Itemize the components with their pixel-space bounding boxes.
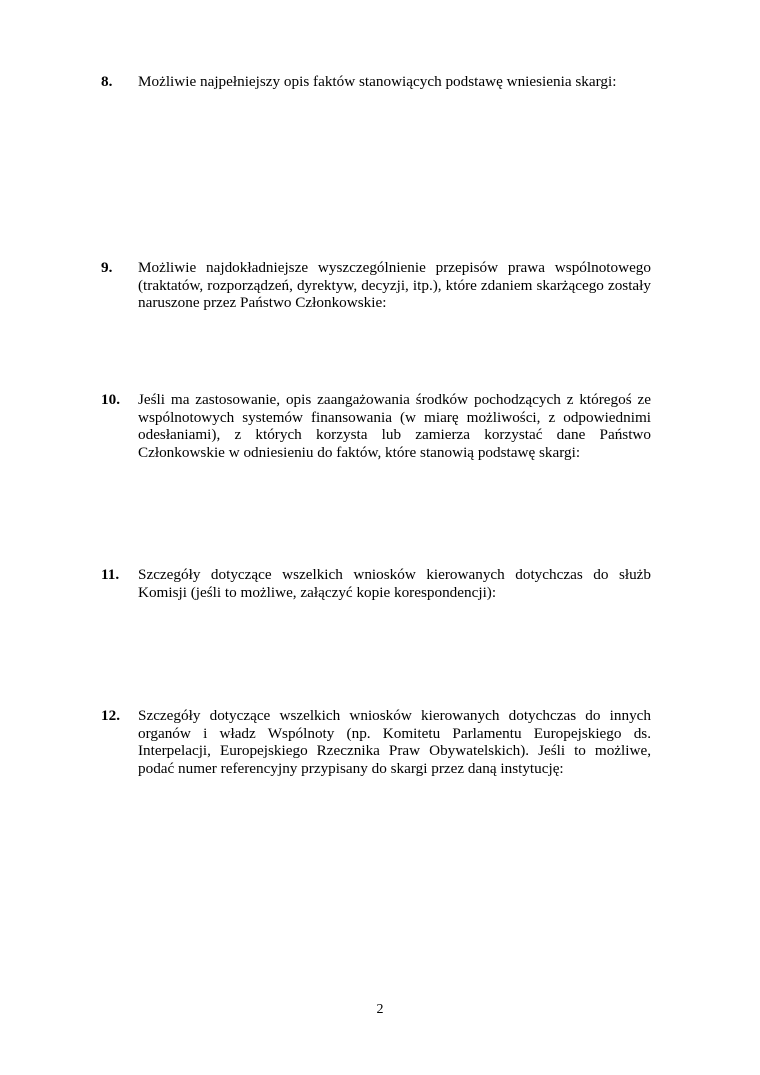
form-item-9 (101, 259, 651, 312)
form-item-11 (101, 566, 651, 601)
page-number: 2 (376, 1002, 384, 1017)
form-item-8 (101, 73, 651, 91)
form-item-10 (101, 391, 651, 461)
form-item-12 (101, 707, 651, 777)
item-number: 11. (101, 566, 120, 583)
item-text: Możliwie najpełniejszy opis faktów stanowiących podstawę wniesienia skargi: (138, 73, 617, 90)
item-text: Jeśli ma zastosowanie, opis zaangażowania środków pochodzących z któregoś ze wspólnotowych systemów finansowania (w miarę możliwości, z odpowiednimi odesłaniami), z których korzysta lub zamierza korzystać dane Państwo Członkowskie w odniesieniu do faktów, które stanowią podstawę skargi: (138, 391, 651, 461)
item-text: Możliwie najdokładniejsze wyszczególnienie przepisów prawa wspólnotowego (traktatów, rozporządzeń, dyrektyw, decyzji, itp.), które zdaniem skarżącego zostały naruszone przez Państwo Członkowskie: (138, 259, 651, 312)
item-number: 8. (101, 73, 113, 90)
item-number: 10. (101, 391, 120, 408)
item-number: 12. (101, 707, 120, 724)
item-text: Szczegóły dotyczące wszelkich wniosków kierowanych dotychczas do innych organów i władz Wspólnoty (np. Komitetu Parlamentu Europejskiego ds. Interpelacji, Europejskiego Rzecznika Praw Obywatelskich). Jeśli to możliwe, podać numer referencyjny przypisany do skargi przez daną instytucję: (138, 707, 651, 777)
item-text: Szczegóły dotyczące wszelkich wniosków kierowanych dotychczas do służb Komisji (jeśli to możliwe, załączyć kopie korespondencji): (138, 566, 651, 601)
item-number: 9. (101, 259, 113, 276)
